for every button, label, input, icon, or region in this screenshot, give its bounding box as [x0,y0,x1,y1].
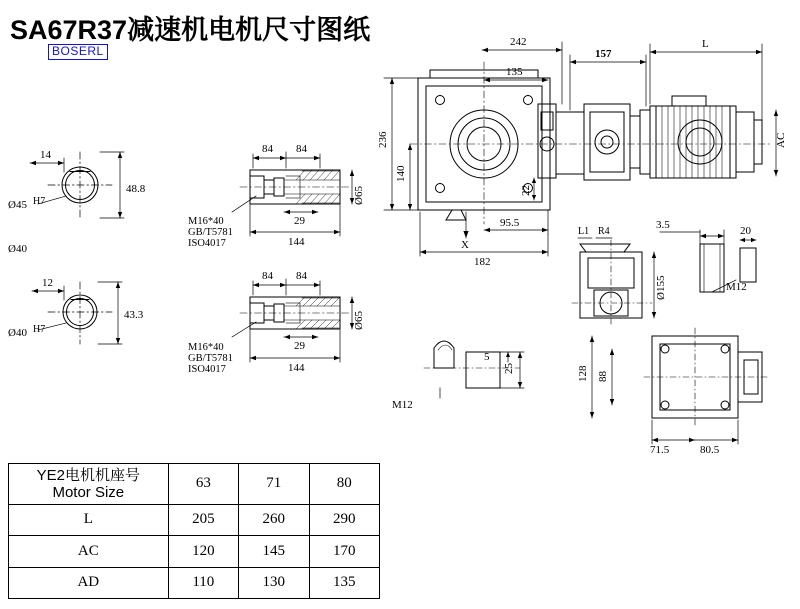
cell-AC-80: 170 [309,536,379,567]
cell-AD-71: 130 [239,567,309,598]
dim-128: 128 [577,365,589,382]
dim-29-bot: 29 [294,340,305,352]
dim-R4: R4 [598,226,610,237]
cell-L-63: 205 [168,504,238,535]
cell-AD-80: 135 [309,567,379,598]
page-title: SA67R37减速机电机尺寸图纸 [10,15,371,45]
header-size-80: 80 [309,464,379,505]
dim-40: Ø40 [8,243,27,255]
dim-14: 14 [40,149,51,161]
bolt-note-1-top: M16*40 [188,216,224,227]
dim-88: 88 [597,371,609,382]
dim-84-d: 84 [296,270,307,282]
label-X: X [461,239,469,251]
thread-M12-bottom: M12 [392,399,413,411]
dim-bore-40: Ø40 [8,327,27,339]
row-label-AC: AC [9,536,169,567]
dim-80-5: 80.5 [700,444,720,456]
motor-size-table [8,463,380,599]
header-motor-size-cn: YE2电机机座号 [36,466,140,484]
bolt-note-3-top: ISO4017 [188,238,226,249]
dim-bore-45-tol: H7 [33,196,46,207]
dim-43-3: 43.3 [124,309,144,321]
dim-140: 140 [395,165,407,182]
cell-L-71: 260 [239,504,309,535]
dim-182: 182 [474,256,491,268]
dim-84-c: 84 [262,270,273,282]
table-row [9,536,380,567]
header-size-63: 63 [168,464,238,505]
cell-L-80: 290 [309,504,379,535]
row-label-AD: AD [9,567,169,598]
dim-AC: AC [775,132,787,148]
row-label-L: L [9,504,169,535]
header-motor-size-en: Motor Size [52,483,125,501]
dim-84-b: 84 [296,143,307,155]
thread-M12-right: M12 [726,281,747,293]
dim-95-5: 95.5 [500,217,520,229]
bolt-note-3-bot: ISO4017 [188,364,226,375]
dim-242: 242 [510,36,527,48]
dim-48-8: 48.8 [126,183,146,195]
header-size-71: 71 [239,464,309,505]
cell-AC-71: 145 [239,536,309,567]
dim-22: 22 [520,185,532,196]
table-row [9,504,380,535]
brand-logo: BOSERL [48,44,108,60]
bolt-note-2-top: GB/T5781 [188,227,233,238]
cell-AD-63: 110 [168,567,238,598]
dim-o65-bot: Ø65 [353,311,365,330]
table-row [9,567,380,598]
dim-o65-top: Ø65 [353,186,365,205]
dim-bore-45: Ø45 [8,199,27,211]
dim-12: 12 [42,277,53,289]
dim-L: L [702,38,709,50]
dim-144-bot: 144 [288,362,305,374]
table-row-header [9,464,380,505]
dim-o155: Ø155 [655,275,667,300]
dim-29-top: 29 [294,215,305,227]
cell-AC-63: 120 [168,536,238,567]
dim-3-5: 3.5 [656,219,670,231]
dim-236: 236 [377,131,389,148]
dim-144-top: 144 [288,236,305,248]
dim-5: 5 [484,351,490,363]
header-motor-size [9,464,169,505]
dim-bore-40-tol: H7 [33,324,46,335]
bolt-note-1-bot: M16*40 [188,342,224,353]
dim-25: 25 [503,363,515,374]
dim-157: 157 [595,48,612,60]
dim-71-5: 71.5 [650,444,670,456]
dim-84-a: 84 [262,143,273,155]
bolt-note-2-bot: GB/T5781 [188,353,233,364]
dim-L1: L1 [578,226,590,237]
dim-135: 135 [506,66,523,78]
dim-20: 20 [740,225,751,237]
